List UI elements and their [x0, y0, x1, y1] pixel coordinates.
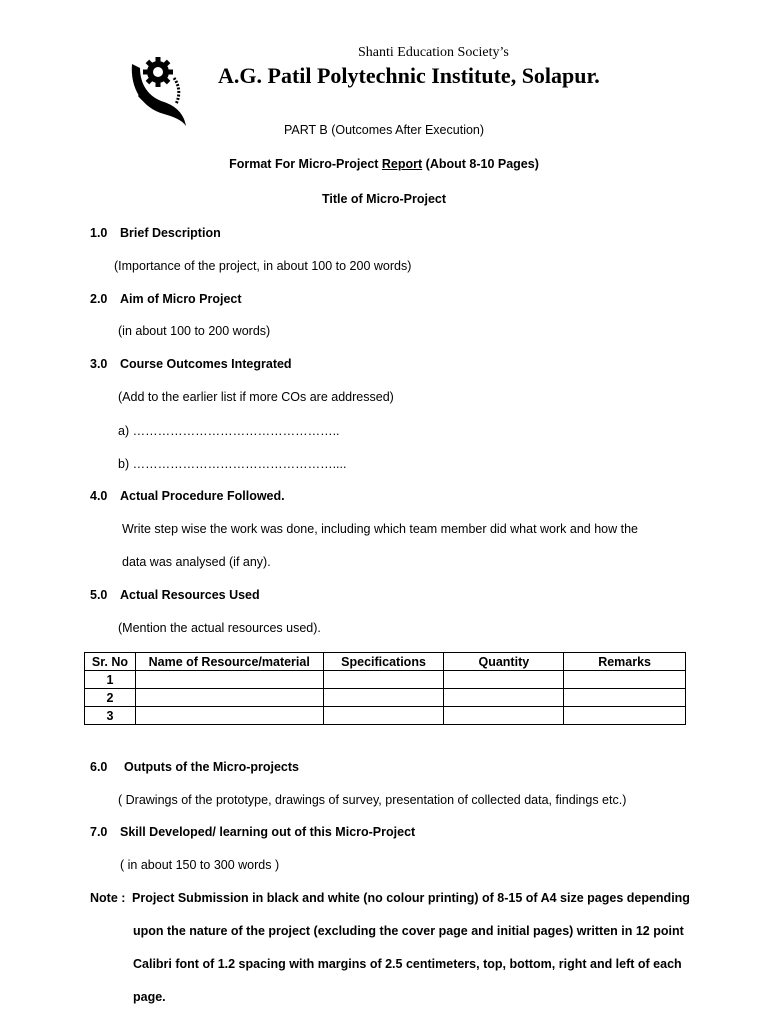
institute-logo	[128, 50, 192, 126]
table-header-specifications: Specifications	[323, 653, 444, 671]
table-row	[85, 689, 686, 707]
section-1-number: 1.0	[90, 226, 108, 240]
project-title: Title of Micro-Project	[321, 192, 447, 206]
society-name: Shanti Education Society’s	[358, 45, 509, 60]
table-header-remarks: Remarks	[564, 653, 686, 671]
section-3-heading: Course Outcomes Integrated	[120, 357, 292, 371]
note-line-1: Project Submission in black and white (no colour printing) of 8-15 of A4 size pages depending	[132, 891, 690, 905]
table-header-quantity: Quantity	[444, 653, 564, 671]
table-cell	[444, 707, 564, 725]
section-6-number: 6.0	[90, 760, 108, 774]
format-title-underlined: Report	[381, 157, 423, 171]
section-3-item-b: b) …………………………………………....	[118, 457, 347, 471]
format-title-prefix: Format For Micro-Project	[229, 157, 382, 171]
section-7-note: ( in about 150 to 300 words )	[120, 858, 280, 872]
section-5-note: (Mention the actual resources used).	[118, 621, 321, 635]
section-1-heading: Brief Description	[120, 226, 221, 240]
table-cell	[135, 671, 323, 689]
table-row	[85, 707, 686, 725]
table-cell	[323, 707, 444, 725]
section-4-line-1: Write step wise the work was done, including which team member did what work and how the	[122, 522, 638, 536]
table-cell	[564, 689, 686, 707]
table-header-sr-no: Sr. No	[85, 653, 136, 671]
table-cell	[135, 689, 323, 707]
table-cell: 3	[85, 707, 136, 725]
table-cell	[444, 671, 564, 689]
table-cell: 2	[85, 689, 136, 707]
table-row	[85, 671, 686, 689]
table-cell: 1	[85, 671, 136, 689]
table-cell	[323, 671, 444, 689]
section-2-heading: Aim of Micro Project	[120, 292, 242, 306]
section-5-heading: Actual Resources Used	[120, 588, 260, 602]
table-cell	[444, 689, 564, 707]
section-4-number: 4.0	[90, 489, 108, 503]
section-5-number: 5.0	[90, 588, 108, 602]
section-1-note: (Importance of the project, in about 100 to 200 words)	[114, 259, 412, 273]
table-header-row	[85, 653, 686, 671]
note-line-2: upon the nature of the project (excluding the cover page and initial pages) written in 12 point	[133, 924, 684, 938]
resource-table	[84, 652, 686, 725]
section-3-note: (Add to the earlier list if more COs are addressed)	[118, 390, 394, 404]
section-6-heading: Outputs of the Micro-projects	[124, 760, 299, 774]
institute-name: A.G. Patil Polytechnic Institute, Solapur.	[218, 63, 600, 88]
section-3-item-a: a) …………………………………………..	[118, 424, 340, 438]
table-cell	[564, 707, 686, 725]
section-3-number: 3.0	[90, 357, 108, 371]
section-4-line-2: data was analysed (if any).	[122, 555, 271, 569]
section-2-note: (in about 100 to 200 words)	[118, 324, 271, 338]
section-4-heading: Actual Procedure Followed.	[120, 489, 285, 503]
format-title-suffix: (About 8-10 Pages)	[422, 157, 539, 171]
gear-hand-emblem-icon	[128, 50, 192, 126]
section-6-note: ( Drawings of the prototype, drawings of survey, presentation of collected data, findings etc.)	[118, 793, 627, 807]
section-2-number: 2.0	[90, 292, 108, 306]
note-line-4: page.	[133, 990, 166, 1004]
table-cell	[323, 689, 444, 707]
format-title	[0, 157, 768, 171]
table-header-name: Name of Resource/material	[135, 653, 323, 671]
section-7-heading: Skill Developed/ learning out of this Micro-Project	[120, 825, 416, 839]
table-cell	[564, 671, 686, 689]
note-line-3: Calibri font of 1.2 spacing with margins of 2.5 centimeters, top, bottom, right and left of each	[133, 957, 682, 971]
section-7-number: 7.0	[90, 825, 108, 839]
part-title: PART B (Outcomes After Execution)	[283, 123, 485, 137]
note-label: Note :	[90, 891, 126, 905]
table-cell	[135, 707, 323, 725]
